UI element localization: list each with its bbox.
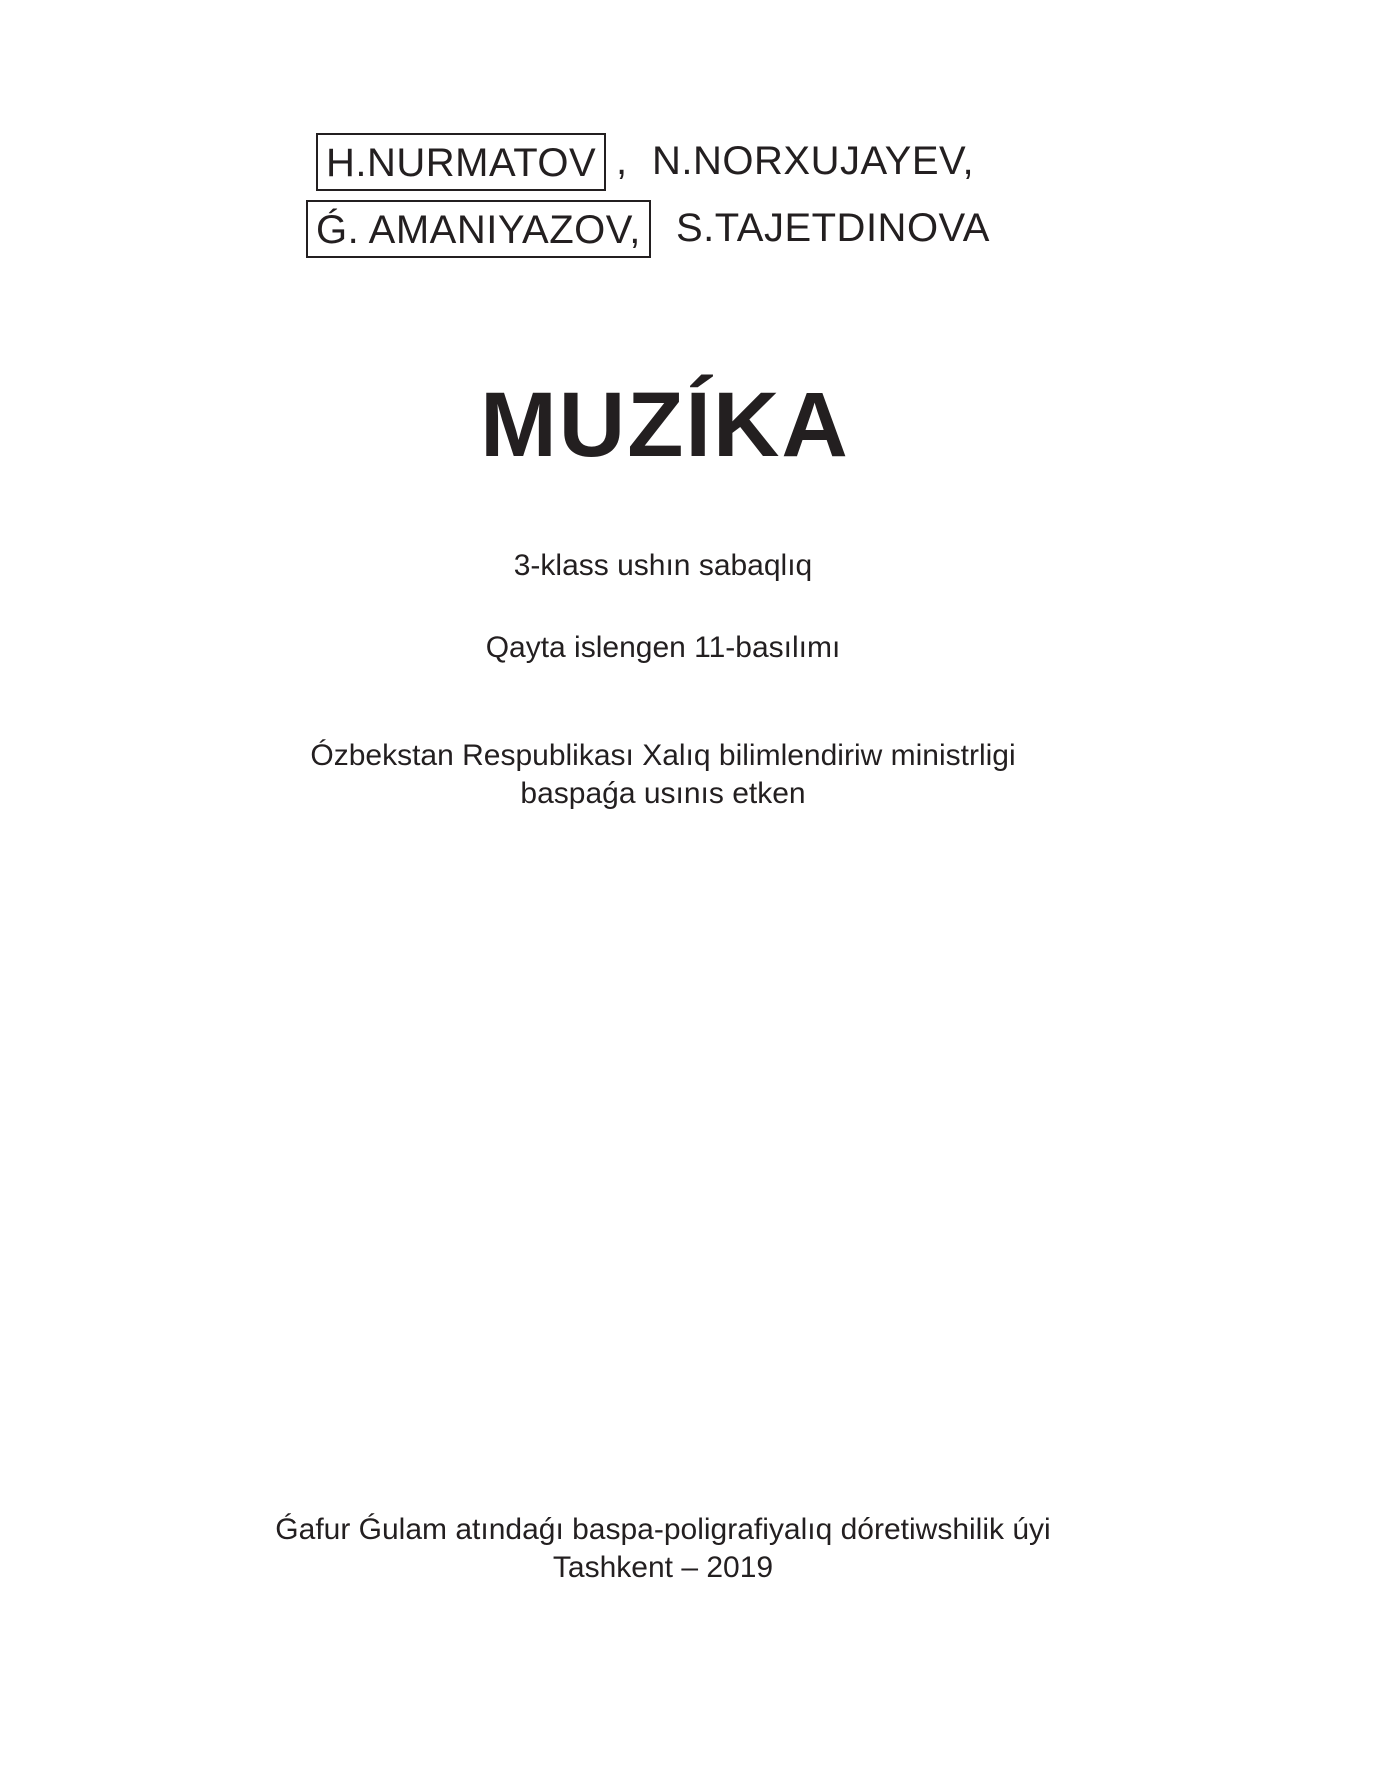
approval-line-1: Ózbekstan Respublikası Xalıq bilimlendiriw ministrligi [310,739,1016,772]
book-title: MUZÍKA [480,374,850,476]
publisher-name: Ǵafur Ǵulam atındaǵı baspa-poligrafiyalıq dóretiwshilik úyi [275,1513,1051,1546]
author-name-boxed: H.NURMATOV [316,133,606,191]
publication-place-year: Tashkent – 2019 [552,1551,774,1584]
approval-line-2: baspaǵa usınıs etken [520,777,806,810]
author-name-boxed: Ǵ. AMANIYAZOV, [306,200,651,258]
authors-line-2 [0,200,1378,260]
authors-line-1 [0,133,1378,193]
author-separator: , [616,139,628,183]
book-subtitle: 3-klass ushın sabaqlıq [513,549,813,582]
edition-note: Qayta islengen 11-basılımı [485,631,841,664]
author-name: S.TAJETDINOVA [676,206,990,250]
author-name: N.NORXUJAYEV, [652,139,975,183]
